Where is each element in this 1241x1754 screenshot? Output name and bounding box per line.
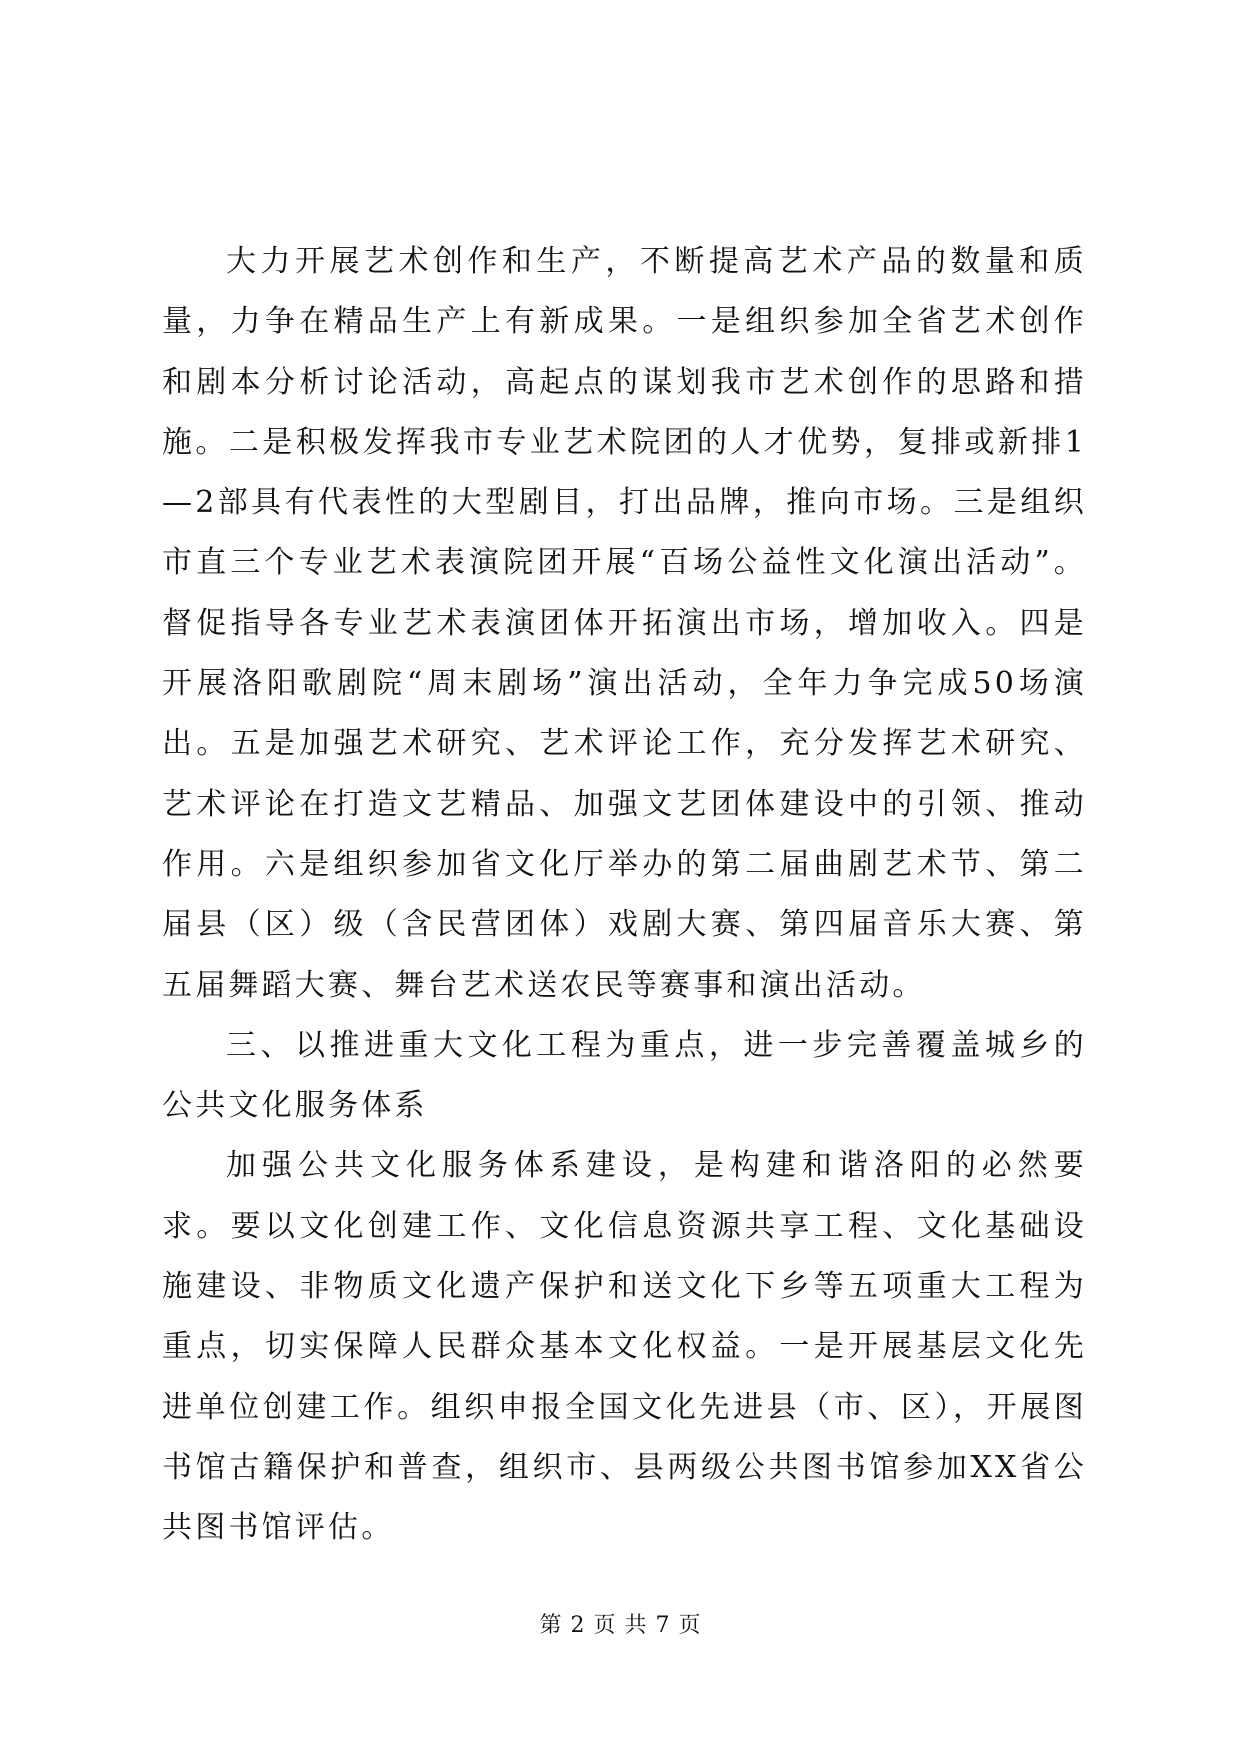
page-footer: 第 2 页 共 7 页 xyxy=(539,1613,702,1638)
document-body xyxy=(162,232,1087,1559)
paragraph-public-culture: 加强公共文化服务体系建设，是构建和谐洛阳的必然要求。要以文化创建工作、文化信息资源共享工程、文化基础设施建设、非物质文化遗产保护和送文化下乡等五项重大工程为重点，切实保障人民群众基本文化权益。一是开展基层文化先进单位创建工作。组织申报全国文化先进县（市、区），开展图书馆古籍保护和普查，组织市、县两级公共图书馆参加XX省公共图书馆评估。 xyxy=(162,1148,1087,1546)
paragraph-art-creation: 大力开展艺术创作和生产，不断提高艺术产品的数量和质量，力争在精品生产上有新成果。一是组织参加全省艺术创作和剧本分析讨论活动，高起点的谋划我市艺术创作的思路和措施。二是积极发挥我市专业艺术院团的人才优势，复排或新排1—2部具有代表性的大型剧目，打出品牌，推向市场。三是组织市直三个专业艺术表演院团开展“百场公益性文化演出活动”。督促指导各专业艺术表演团体开拓演出市场，增加收入。四是开展洛阳歌剧院“周末剧场”演出活动，全年力争完成50场演出。五是加强艺术研究、艺术评论工作，充分发挥艺术研究、艺术评论在打造文艺精品、加强文艺团体建设中的引领、推动作用。六是组织参加省文化厅举办的第二届曲剧艺术节、第二届县（区）级（含民营团体）戏剧大赛、第四届音乐大赛、第五届舞蹈大赛、舞台艺术送农民等赛事和演出活动。 xyxy=(162,244,1087,1003)
section-heading-three: 三、以推进重大文化工程为重点，进一步完善覆盖城乡的公共文化服务体系 xyxy=(162,1027,1087,1124)
